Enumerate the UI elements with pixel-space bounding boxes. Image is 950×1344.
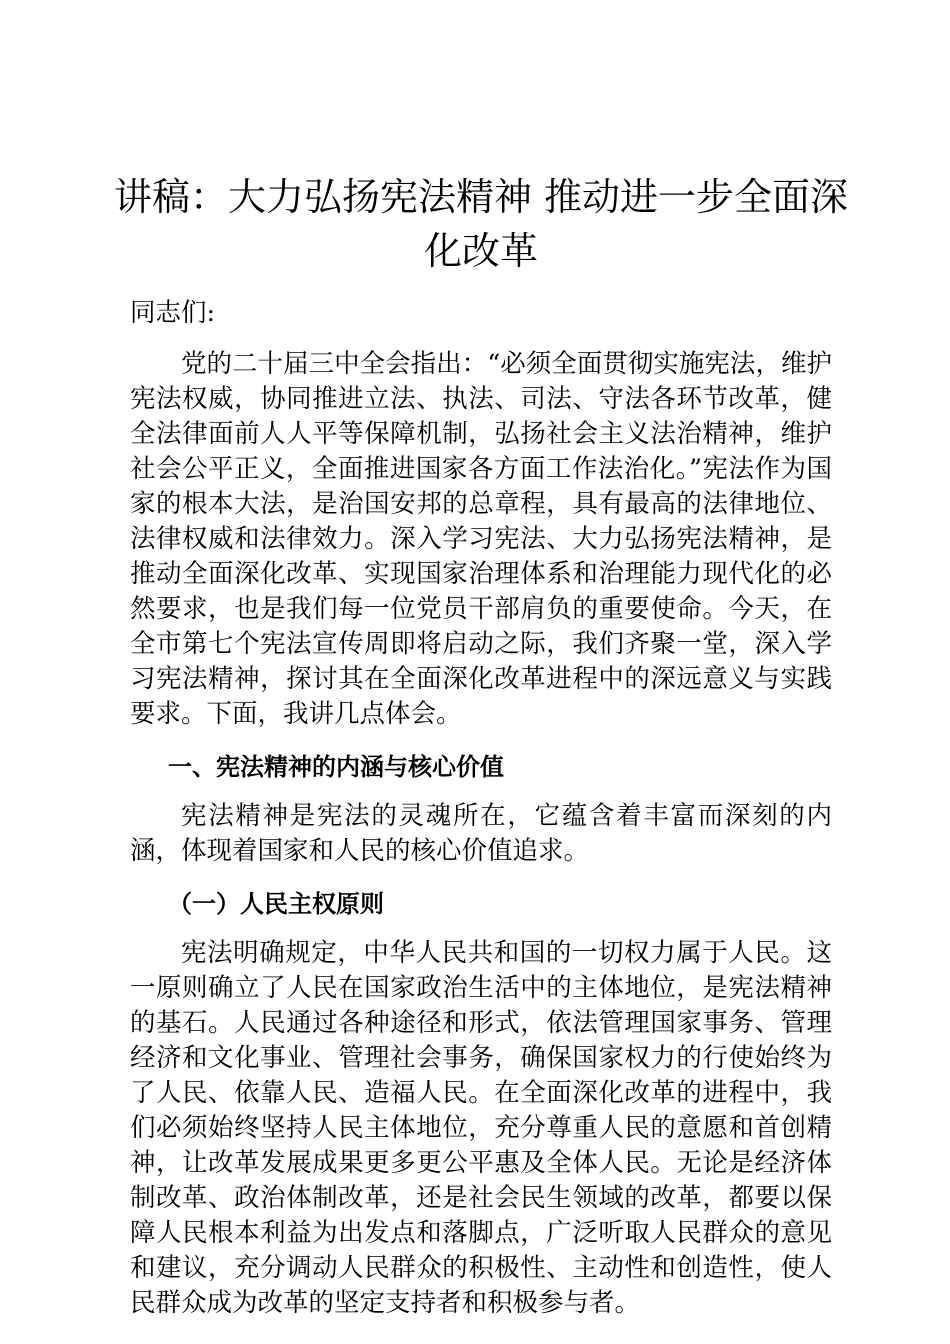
document-title: 讲稿：大力弘扬宪法精神 推动进一步全面深化改革	[113, 175, 849, 273]
section-1-intro-paragraph: 宪法精神是宪法的灵魂所在，它蕴含着丰富而深刻的内涵，体现着国家和人民的核心价值追求。	[130, 801, 832, 866]
subsection-1-body-paragraph: 宪法明确规定，中华人民共和国的一切权力属于人民。这一原则确立了人民在国家政治生活中的主体地位，是宪法精神的基石。人民通过各种途径和形式，依法管理国家事务、管理经济和文化事业、管理社会事务，确保国家权力的行使始终为了人民、依靠人民、造福人民。在全面深化改革的进程中，我们必须始终坚持人民主体地位，充分尊重人民的意愿和首创精神，让改革发展成果更多更公平惠及全体人民。无论是经济体制改革、政治体制改革，还是社会民生领域的改革，都要以保障人民根本利益为出发点和落脚点，广泛听取人民群众的意见和建议，充分调动人民群众的积极性、主动性和创造性，使人民群众成为改革的坚定支持者和积极参与者。	[130, 938, 832, 1318]
intro-paragraph: 党的二十届三中全会指出：“必须全面贯彻实施宪法，维护宪法权威，协同推进立法、执法、司法、守法各环节改革，健全法律面前人人平等保障机制，弘扬社会主义法治精神，维护社会公平正义，全面推进国家各方面工作法治化。”宪法作为国家的根本大法，是治国安邦的总章程，具有最高的法律地位、法律权威和法律效力。深入学习宪法、大力弘扬宪法精神，是推动全面深化改革、实现国家治理体系和治理能力现代化的必然要求，也是我们每一位党员干部肩负的重要使命。今天，在全市第七个宪法宣传周即将启动之际，我们齐聚一堂，深入学习宪法精神，探讨其在全面深化改革进程中的深远意义与实践要求。下面，我讲几点体会。	[130, 349, 832, 729]
document-page	[113, 170, 849, 1333]
subsection-heading-1: （一）人民主权原则	[168, 890, 384, 918]
section-heading-1: 一、宪法精神的内涵与核心价值	[168, 753, 504, 781]
salutation: 同志们:	[130, 298, 216, 328]
